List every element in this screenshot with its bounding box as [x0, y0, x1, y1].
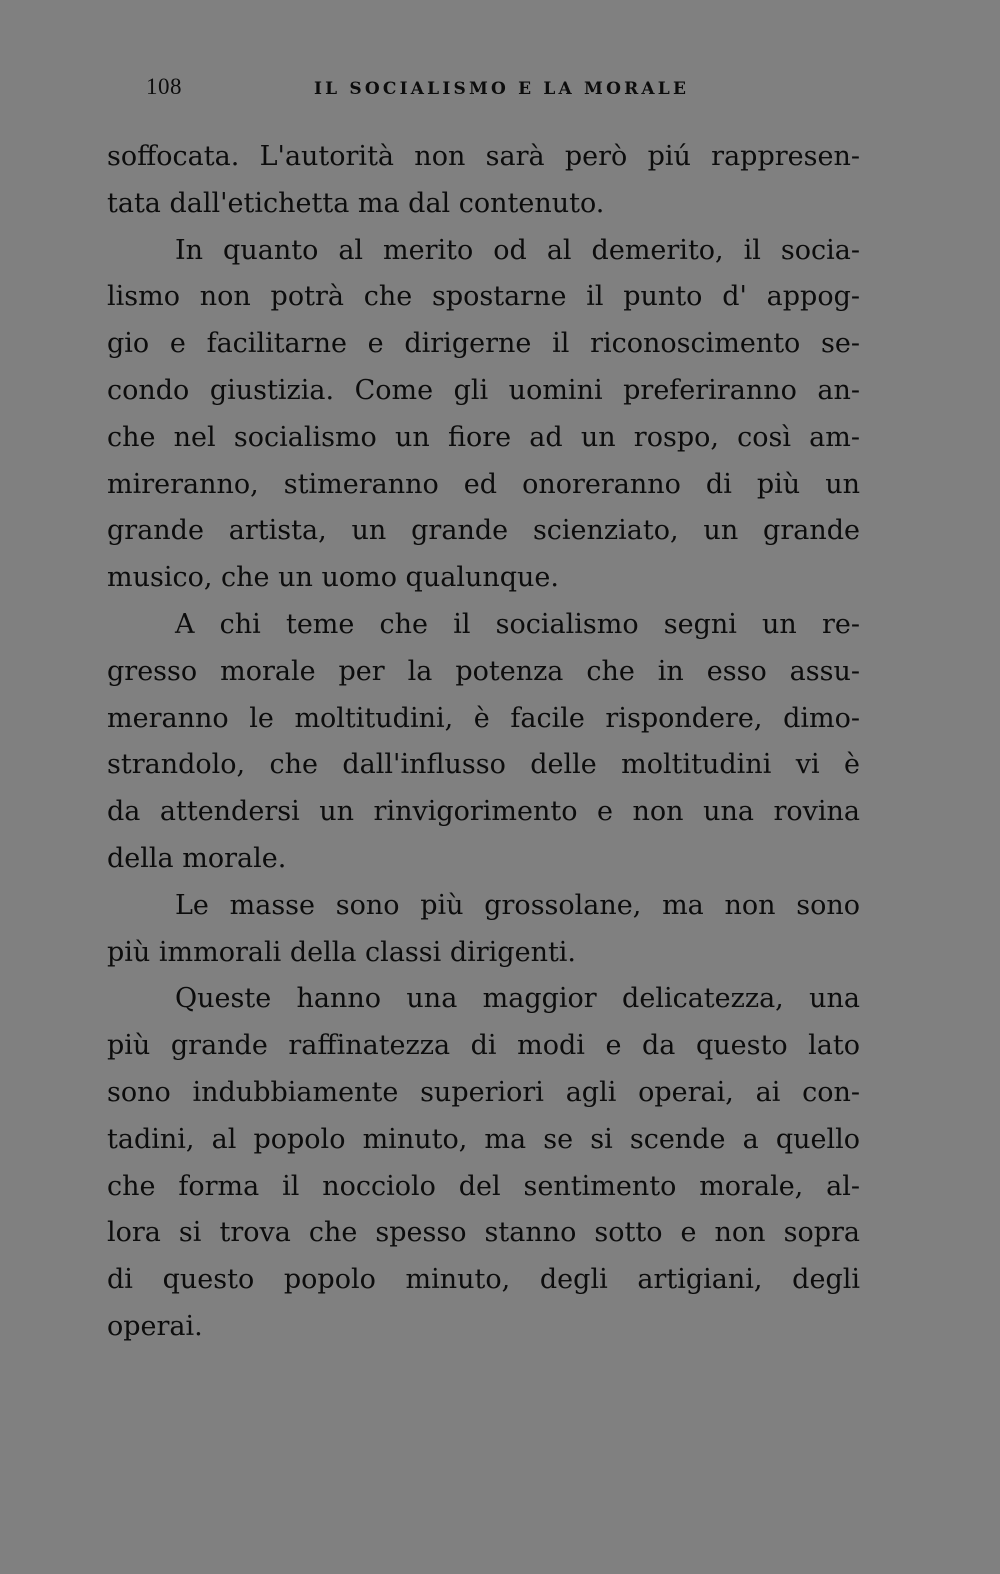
text-line: meranno le moltitudini, è facile rispondere, dimo- — [107, 702, 860, 734]
text-line: musico, che un uomo qualunque. — [107, 562, 559, 594]
text-line: soffocata. L'autorità non sarà però piú rappresen- — [107, 141, 860, 172]
text-line: lismo non potrà che spostarne il punto d' appog- — [107, 281, 860, 313]
text-line: Queste hanno una maggior delicatezza, una — [175, 983, 860, 1015]
text-line: A chi teme che il socialismo segni un re- — [175, 608, 860, 640]
body-text — [107, 134, 860, 1351]
text-line: sono indubbiamente superiori agli operai, ai con- — [107, 1076, 860, 1108]
text-line: da attendersi un rinvigorimento e non una rovina — [107, 796, 860, 828]
text-line: condo giustizia. Come gli uomini preferiranno an- — [107, 374, 860, 406]
text-line: In quanto al merito od al demerito, il socia- — [175, 234, 860, 266]
paragraph — [107, 602, 860, 883]
text-line: tata dall'etichetta ma dal contenuto. — [107, 187, 605, 219]
text-line: più grande raffinatezza di modi e da questo lato — [107, 1030, 860, 1062]
page-number: 108 — [146, 74, 182, 99]
paragraph — [107, 134, 860, 228]
text-line: Le masse sono più grossolane, ma non sono — [175, 889, 860, 921]
text-line: che forma il nocciolo del sentimento morale, al- — [107, 1170, 860, 1202]
text-line: grande artista, un grande scienziato, un grande — [107, 515, 860, 547]
running-title: IL SOCIALISMO E LA MORALE — [314, 79, 690, 99]
paragraph — [107, 976, 860, 1350]
paragraph — [107, 228, 860, 602]
paragraph — [107, 883, 860, 977]
text-line: lora si trova che spesso stanno sotto e non sopra — [107, 1217, 860, 1249]
text-line: che nel socialismo un fiore ad un rospo, così am- — [107, 421, 860, 453]
page-header — [146, 74, 690, 106]
text-line: gio e facilitarne e dirigerne il riconoscimento se- — [107, 328, 860, 360]
text-line: tadini, al popolo minuto, ma se si scende a quello — [107, 1123, 860, 1155]
text-line: operai. — [107, 1310, 203, 1342]
text-line: gresso morale per la potenza che in esso assu- — [107, 655, 860, 687]
text-line: di questo popolo minuto, degli artigiani, degli — [107, 1264, 860, 1296]
text-line: strandolo, che dall'influsso delle moltitudini vi è — [107, 749, 860, 781]
text-line: della morale. — [107, 842, 287, 874]
text-line: mireranno, stimeranno ed onoreranno di più un — [107, 468, 860, 500]
text-line: più immorali della classi dirigenti. — [107, 936, 577, 968]
